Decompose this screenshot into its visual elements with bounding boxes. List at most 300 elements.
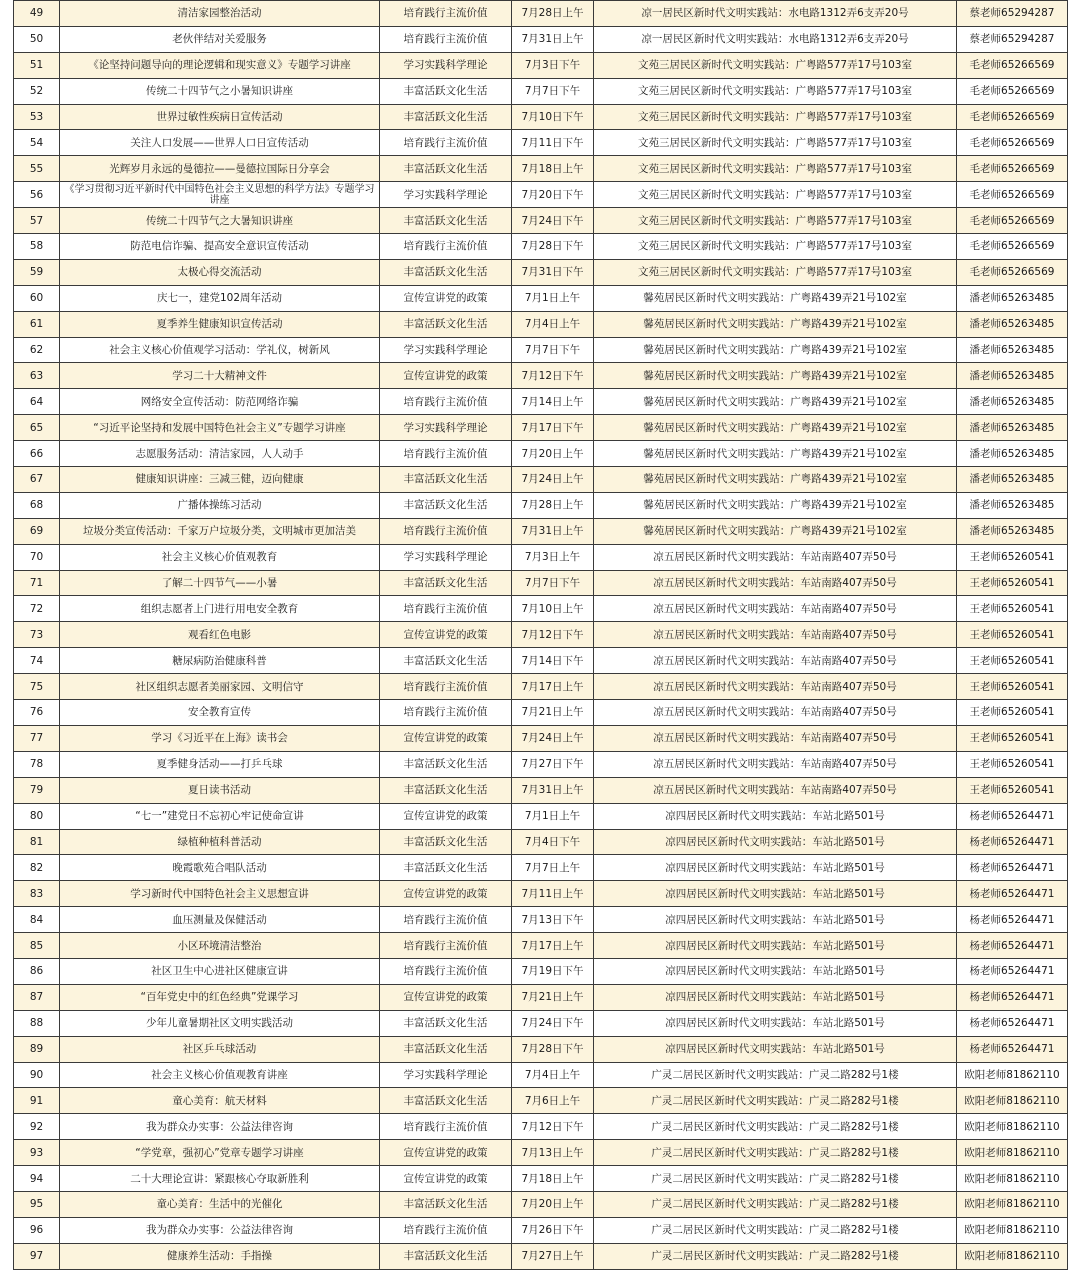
cell-row-number: 56 (14, 182, 60, 208)
cell-category: 培育践行主流价值 (380, 1217, 512, 1243)
table-row (14, 881, 1068, 907)
cell-category: 学习实践科学理论 (380, 544, 512, 570)
cell-category: 丰富活跃文化生活 (380, 208, 512, 234)
cell-row-number: 68 (14, 492, 60, 518)
cell-category: 丰富活跃文化生活 (380, 104, 512, 130)
cell-contact: 潘老师65263485 (957, 467, 1068, 493)
cell-location: 凉四居民区新时代文明实践站：车站北路501号 (594, 1010, 957, 1036)
cell-contact: 欧阳老师81862110 (957, 1191, 1068, 1217)
cell-activity-name: “学党章，强初心”党章专题学习讲座 (60, 1140, 380, 1166)
cell-activity-name: 广播体操练习活动 (60, 492, 380, 518)
cell-contact: 毛老师65266569 (957, 78, 1068, 104)
cell-contact: 杨老师65264471 (957, 958, 1068, 984)
table-row (14, 285, 1068, 311)
cell-time: 7月24日上午 (512, 725, 594, 751)
table-row (14, 441, 1068, 467)
cell-category: 丰富活跃文化生活 (380, 751, 512, 777)
cell-activity-name: 《学习贯彻习近平新时代中国特色社会主义思想的科学方法》专题学习讲座 (60, 182, 380, 208)
cell-row-number: 55 (14, 156, 60, 182)
cell-location: 凉四居民区新时代文明实践站：车站北路501号 (594, 881, 957, 907)
cell-time: 7月4日下午 (512, 829, 594, 855)
cell-location: 凉四居民区新时代文明实践站：车站北路501号 (594, 1036, 957, 1062)
cell-activity-name: 了解二十四节气——小暑 (60, 570, 380, 596)
cell-time: 7月18日上午 (512, 156, 594, 182)
cell-time: 7月3日下午 (512, 52, 594, 78)
table-row (14, 855, 1068, 881)
cell-activity-name: 血压测量及保健活动 (60, 907, 380, 933)
cell-location: 广灵二居民区新时代文明实践站：广灵二路282号1楼 (594, 1062, 957, 1088)
cell-time: 7月31日下午 (512, 259, 594, 285)
cell-location: 凉四居民区新时代文明实践站：车站北路501号 (594, 907, 957, 933)
cell-category: 宣传宣讲党的政策 (380, 725, 512, 751)
cell-row-number: 71 (14, 570, 60, 596)
table-row (14, 1088, 1068, 1114)
cell-time: 7月7日下午 (512, 570, 594, 596)
cell-contact: 杨老师65264471 (957, 803, 1068, 829)
cell-time: 7月31日上午 (512, 518, 594, 544)
cell-contact: 杨老师65264471 (957, 855, 1068, 881)
cell-category: 丰富活跃文化生活 (380, 467, 512, 493)
cell-time: 7月26日下午 (512, 1217, 594, 1243)
cell-category: 学习实践科学理论 (380, 182, 512, 208)
cell-location: 凉五居民区新时代文明实践站：车站南路407弄50号 (594, 725, 957, 751)
cell-category: 丰富活跃文化生活 (380, 648, 512, 674)
cell-row-number: 82 (14, 855, 60, 881)
cell-location: 凉四居民区新时代文明实践站：车站北路501号 (594, 958, 957, 984)
cell-contact: 毛老师65266569 (957, 182, 1068, 208)
cell-category: 培育践行主流价值 (380, 933, 512, 959)
cell-time: 7月20日上午 (512, 1191, 594, 1217)
cell-category: 培育践行主流价值 (380, 596, 512, 622)
cell-time: 7月27日下午 (512, 751, 594, 777)
cell-time: 7月4日上午 (512, 311, 594, 337)
cell-time: 7月7日上午 (512, 855, 594, 881)
cell-location: 馨苑居民区新时代文明实践站：广粤路439弄21号102室 (594, 492, 957, 518)
cell-contact: 杨老师65264471 (957, 907, 1068, 933)
cell-activity-name: 《论坚持问题导向的理论逻辑和现实意义》专题学习讲座 (60, 52, 380, 78)
table-row (14, 182, 1068, 208)
cell-location: 广灵二居民区新时代文明实践站：广灵二路282号1楼 (594, 1191, 957, 1217)
cell-time: 7月24日下午 (512, 1010, 594, 1036)
table-row (14, 1217, 1068, 1243)
table-row (14, 596, 1068, 622)
cell-time: 7月17日上午 (512, 674, 594, 700)
cell-row-number: 79 (14, 777, 60, 803)
cell-row-number: 64 (14, 389, 60, 415)
cell-row-number: 75 (14, 674, 60, 700)
cell-location: 凉五居民区新时代文明实践站：车站南路407弄50号 (594, 777, 957, 803)
cell-location: 文苑三居民区新时代文明实践站：广粤路577弄17号103室 (594, 182, 957, 208)
table-row (14, 1036, 1068, 1062)
cell-row-number: 66 (14, 441, 60, 467)
cell-activity-name: 社会主义核心价值观教育 (60, 544, 380, 570)
cell-contact: 王老师65260541 (957, 725, 1068, 751)
cell-activity-name: “习近平论坚持和发展中国特色社会主义”专题学习讲座 (60, 415, 380, 441)
cell-activity-name: 糖尿病防治健康科普 (60, 648, 380, 674)
cell-time: 7月18日上午 (512, 1166, 594, 1192)
cell-activity-name: 学习《习近平在上海》读书会 (60, 725, 380, 751)
cell-category: 丰富活跃文化生活 (380, 492, 512, 518)
cell-location: 凉四居民区新时代文明实践站：车站北路501号 (594, 829, 957, 855)
cell-activity-name: 夏季健身活动——打乒乓球 (60, 751, 380, 777)
cell-activity-name: 二十大理论宣讲：紧跟核心夺取新胜利 (60, 1166, 380, 1192)
cell-category: 培育践行主流价值 (380, 674, 512, 700)
cell-category: 宣传宣讲党的政策 (380, 363, 512, 389)
table-row (14, 1062, 1068, 1088)
cell-time: 7月1日上午 (512, 803, 594, 829)
cell-row-number: 51 (14, 52, 60, 78)
table-row (14, 958, 1068, 984)
cell-location: 广灵二居民区新时代文明实践站：广灵二路282号1楼 (594, 1140, 957, 1166)
cell-activity-name: 清洁家园整治活动 (60, 1, 380, 27)
cell-category: 学习实践科学理论 (380, 415, 512, 441)
cell-category: 丰富活跃文化生活 (380, 777, 512, 803)
cell-contact: 毛老师65266569 (957, 208, 1068, 234)
cell-activity-name: 观看红色电影 (60, 622, 380, 648)
cell-row-number: 72 (14, 596, 60, 622)
cell-location: 馨苑居民区新时代文明实践站：广粤路439弄21号102室 (594, 311, 957, 337)
cell-activity-name: 学习新时代中国特色社会主义思想宣讲 (60, 881, 380, 907)
cell-location: 馨苑居民区新时代文明实践站：广粤路439弄21号102室 (594, 415, 957, 441)
cell-row-number: 78 (14, 751, 60, 777)
table-row (14, 1010, 1068, 1036)
cell-category: 丰富活跃文化生活 (380, 259, 512, 285)
cell-activity-name: 晚霞歌苑合唱队活动 (60, 855, 380, 881)
cell-category: 培育践行主流价值 (380, 441, 512, 467)
cell-row-number: 63 (14, 363, 60, 389)
cell-row-number: 83 (14, 881, 60, 907)
cell-time: 7月28日上午 (512, 1, 594, 27)
cell-category: 丰富活跃文化生活 (380, 829, 512, 855)
cell-contact: 毛老师65266569 (957, 52, 1068, 78)
cell-category: 培育践行主流价值 (380, 518, 512, 544)
cell-location: 凉五居民区新时代文明实践站：车站南路407弄50号 (594, 596, 957, 622)
cell-row-number: 74 (14, 648, 60, 674)
table-row (14, 1140, 1068, 1166)
cell-category: 丰富活跃文化生活 (380, 1088, 512, 1114)
cell-location: 凉四居民区新时代文明实践站：车站北路501号 (594, 803, 957, 829)
cell-time: 7月14日下午 (512, 648, 594, 674)
cell-activity-name: 世界过敏性疾病日宣传活动 (60, 104, 380, 130)
cell-time: 7月20日下午 (512, 182, 594, 208)
cell-location: 凉五居民区新时代文明实践站：车站南路407弄50号 (594, 674, 957, 700)
table-row (14, 337, 1068, 363)
table-row (14, 311, 1068, 337)
cell-row-number: 93 (14, 1140, 60, 1166)
table-row (14, 363, 1068, 389)
cell-contact: 毛老师65266569 (957, 259, 1068, 285)
cell-time: 7月21日上午 (512, 984, 594, 1010)
table-row (14, 984, 1068, 1010)
table-row (14, 52, 1068, 78)
table-body (14, 1, 1068, 1270)
cell-time: 7月7日下午 (512, 78, 594, 104)
cell-location: 馨苑居民区新时代文明实践站：广粤路439弄21号102室 (594, 518, 957, 544)
cell-category: 丰富活跃文化生活 (380, 311, 512, 337)
cell-activity-name: 组织志愿者上门进行用电安全教育 (60, 596, 380, 622)
cell-row-number: 96 (14, 1217, 60, 1243)
cell-activity-name: 传统二十四节气之小暑知识讲座 (60, 78, 380, 104)
cell-time: 7月20日上午 (512, 441, 594, 467)
cell-row-number: 60 (14, 285, 60, 311)
cell-contact: 毛老师65266569 (957, 130, 1068, 156)
cell-row-number: 92 (14, 1114, 60, 1140)
cell-category: 学习实践科学理论 (380, 337, 512, 363)
cell-location: 馨苑居民区新时代文明实践站：广粤路439弄21号102室 (594, 363, 957, 389)
cell-category: 学习实践科学理论 (380, 1062, 512, 1088)
cell-contact: 欧阳老师81862110 (957, 1062, 1068, 1088)
cell-row-number: 61 (14, 311, 60, 337)
cell-contact: 潘老师65263485 (957, 518, 1068, 544)
cell-contact: 王老师65260541 (957, 622, 1068, 648)
cell-activity-name: 社区卫生中心进社区健康宣讲 (60, 958, 380, 984)
cell-category: 培育践行主流价值 (380, 389, 512, 415)
cell-contact: 王老师65260541 (957, 596, 1068, 622)
cell-activity-name: 光辉岁月永远的曼德拉——曼德拉国际日分享会 (60, 156, 380, 182)
cell-row-number: 85 (14, 933, 60, 959)
table-row (14, 467, 1068, 493)
table-row (14, 803, 1068, 829)
cell-time: 7月6日上午 (512, 1088, 594, 1114)
cell-location: 广灵二居民区新时代文明实践站：广灵二路282号1楼 (594, 1166, 957, 1192)
cell-row-number: 67 (14, 467, 60, 493)
cell-row-number: 97 (14, 1243, 60, 1269)
cell-time: 7月24日下午 (512, 208, 594, 234)
cell-location: 广灵二居民区新时代文明实践站：广灵二路282号1楼 (594, 1114, 957, 1140)
cell-category: 宣传宣讲党的政策 (380, 1140, 512, 1166)
table-row (14, 700, 1068, 726)
cell-activity-name: 防范电信诈骗、提高安全意识宣传活动 (60, 234, 380, 260)
table-row (14, 725, 1068, 751)
cell-location: 馨苑居民区新时代文明实践站：广粤路439弄21号102室 (594, 467, 957, 493)
cell-contact: 杨老师65264471 (957, 1010, 1068, 1036)
cell-activity-name: 童心美育：生活中的光催化 (60, 1191, 380, 1217)
cell-category: 丰富活跃文化生活 (380, 156, 512, 182)
cell-contact: 杨老师65264471 (957, 829, 1068, 855)
cell-time: 7月19日下午 (512, 958, 594, 984)
table-row (14, 933, 1068, 959)
cell-contact: 王老师65260541 (957, 648, 1068, 674)
table-row (14, 829, 1068, 855)
cell-location: 馨苑居民区新时代文明实践站：广粤路439弄21号102室 (594, 337, 957, 363)
cell-activity-name: 关注人口发展——世界人口日宣传活动 (60, 130, 380, 156)
cell-row-number: 91 (14, 1088, 60, 1114)
table-row (14, 1243, 1068, 1269)
cell-row-number: 59 (14, 259, 60, 285)
table-row (14, 104, 1068, 130)
cell-contact: 欧阳老师81862110 (957, 1166, 1068, 1192)
cell-activity-name: “七一”建党日不忘初心牢记使命宣讲 (60, 803, 380, 829)
cell-activity-name: 社会主义核心价值观教育讲座 (60, 1062, 380, 1088)
cell-location: 凉五居民区新时代文明实践站：车站南路407弄50号 (594, 648, 957, 674)
cell-time: 7月31日上午 (512, 26, 594, 52)
cell-activity-name: 健康知识讲座：三减三健，迈向健康 (60, 467, 380, 493)
cell-contact: 欧阳老师81862110 (957, 1243, 1068, 1269)
table-row (14, 777, 1068, 803)
cell-contact: 欧阳老师81862110 (957, 1114, 1068, 1140)
table-row (14, 259, 1068, 285)
cell-activity-name: 传统二十四节气之大暑知识讲座 (60, 208, 380, 234)
table-row (14, 1191, 1068, 1217)
cell-row-number: 49 (14, 1, 60, 27)
cell-category: 学习实践科学理论 (380, 52, 512, 78)
cell-row-number: 88 (14, 1010, 60, 1036)
cell-contact: 毛老师65266569 (957, 156, 1068, 182)
cell-location: 广灵二居民区新时代文明实践站：广灵二路282号1楼 (594, 1088, 957, 1114)
cell-category: 培育践行主流价值 (380, 1114, 512, 1140)
cell-row-number: 80 (14, 803, 60, 829)
table-row (14, 415, 1068, 441)
cell-contact: 杨老师65264471 (957, 933, 1068, 959)
cell-category: 宣传宣讲党的政策 (380, 803, 512, 829)
cell-row-number: 50 (14, 26, 60, 52)
cell-activity-name: 网络安全宣传活动：防范网络诈骗 (60, 389, 380, 415)
cell-row-number: 86 (14, 958, 60, 984)
cell-activity-name: 夏季养生健康知识宣传活动 (60, 311, 380, 337)
table-row (14, 156, 1068, 182)
cell-time: 7月7日下午 (512, 337, 594, 363)
cell-row-number: 90 (14, 1062, 60, 1088)
cell-activity-name: 绿植种植科普活动 (60, 829, 380, 855)
cell-location: 文苑三居民区新时代文明实践站：广粤路577弄17号103室 (594, 208, 957, 234)
table-row (14, 1, 1068, 27)
cell-contact: 王老师65260541 (957, 777, 1068, 803)
cell-row-number: 62 (14, 337, 60, 363)
cell-category: 培育践行主流价值 (380, 130, 512, 156)
cell-row-number: 53 (14, 104, 60, 130)
cell-category: 培育践行主流价值 (380, 700, 512, 726)
cell-row-number: 69 (14, 518, 60, 544)
cell-category: 丰富活跃文化生活 (380, 1010, 512, 1036)
cell-category: 宣传宣讲党的政策 (380, 881, 512, 907)
cell-time: 7月3日上午 (512, 544, 594, 570)
cell-row-number: 77 (14, 725, 60, 751)
cell-row-number: 57 (14, 208, 60, 234)
cell-time: 7月11日上午 (512, 881, 594, 907)
cell-activity-name: 社区组织志愿者美丽家园、文明信守 (60, 674, 380, 700)
cell-activity-name: “百年党史中的红色经典”党课学习 (60, 984, 380, 1010)
cell-row-number: 84 (14, 907, 60, 933)
cell-contact: 潘老师65263485 (957, 441, 1068, 467)
cell-location: 文苑三居民区新时代文明实践站：广粤路577弄17号103室 (594, 78, 957, 104)
cell-time: 7月17日上午 (512, 933, 594, 959)
cell-activity-name: 老伙伴结对关爱服务 (60, 26, 380, 52)
cell-row-number: 73 (14, 622, 60, 648)
cell-location: 广灵二居民区新时代文明实践站：广灵二路282号1楼 (594, 1243, 957, 1269)
cell-location: 文苑三居民区新时代文明实践站：广粤路577弄17号103室 (594, 259, 957, 285)
cell-contact: 潘老师65263485 (957, 415, 1068, 441)
cell-time: 7月31日上午 (512, 777, 594, 803)
table-row (14, 648, 1068, 674)
cell-time: 7月27日上午 (512, 1243, 594, 1269)
cell-location: 凉五居民区新时代文明实践站：车站南路407弄50号 (594, 700, 957, 726)
cell-activity-name: 垃圾分类宣传活动：千家万户垃圾分类，文明城市更加洁美 (60, 518, 380, 544)
table-row (14, 208, 1068, 234)
cell-category: 培育践行主流价值 (380, 958, 512, 984)
cell-location: 凉一居民区新时代文明实践站：水电路1312弄6支弄20号 (594, 26, 957, 52)
cell-contact: 潘老师65263485 (957, 311, 1068, 337)
cell-category: 丰富活跃文化生活 (380, 855, 512, 881)
cell-time: 7月17日下午 (512, 415, 594, 441)
cell-row-number: 81 (14, 829, 60, 855)
cell-time: 7月12日下午 (512, 622, 594, 648)
cell-contact: 毛老师65266569 (957, 234, 1068, 260)
cell-category: 培育践行主流价值 (380, 26, 512, 52)
cell-contact: 欧阳老师81862110 (957, 1217, 1068, 1243)
cell-row-number: 54 (14, 130, 60, 156)
cell-contact: 王老师65260541 (957, 674, 1068, 700)
table-row (14, 622, 1068, 648)
cell-category: 宣传宣讲党的政策 (380, 622, 512, 648)
cell-row-number: 52 (14, 78, 60, 104)
cell-category: 丰富活跃文化生活 (380, 78, 512, 104)
cell-contact: 王老师65260541 (957, 700, 1068, 726)
cell-activity-name: 志愿服务活动：清洁家园，人人动手 (60, 441, 380, 467)
cell-activity-name: 我为群众办实事：公益法律咨询 (60, 1217, 380, 1243)
cell-activity-name: 社会主义核心价值观学习活动：学礼仪，树新风 (60, 337, 380, 363)
cell-time: 7月10日上午 (512, 596, 594, 622)
cell-row-number: 76 (14, 700, 60, 726)
cell-contact: 王老师65260541 (957, 751, 1068, 777)
cell-row-number: 95 (14, 1191, 60, 1217)
cell-row-number: 94 (14, 1166, 60, 1192)
cell-activity-name: 健康养生活动：手指操 (60, 1243, 380, 1269)
table-row (14, 518, 1068, 544)
cell-time: 7月4日上午 (512, 1062, 594, 1088)
cell-time: 7月28日上午 (512, 492, 594, 518)
activity-schedule-table (13, 0, 1068, 1270)
cell-category: 宣传宣讲党的政策 (380, 285, 512, 311)
cell-location: 馨苑居民区新时代文明实践站：广粤路439弄21号102室 (594, 285, 957, 311)
cell-contact: 潘老师65263485 (957, 285, 1068, 311)
cell-time: 7月21日上午 (512, 700, 594, 726)
cell-contact: 潘老师65263485 (957, 492, 1068, 518)
cell-activity-name: 我为群众办实事：公益法律咨询 (60, 1114, 380, 1140)
cell-contact: 杨老师65264471 (957, 1036, 1068, 1062)
table-row (14, 130, 1068, 156)
table-row (14, 544, 1068, 570)
cell-contact: 王老师65260541 (957, 544, 1068, 570)
cell-time: 7月12日下午 (512, 363, 594, 389)
cell-location: 广灵二居民区新时代文明实践站：广灵二路282号1楼 (594, 1217, 957, 1243)
cell-location: 凉五居民区新时代文明实践站：车站南路407弄50号 (594, 622, 957, 648)
cell-time: 7月24日上午 (512, 467, 594, 493)
cell-time: 7月14日上午 (512, 389, 594, 415)
cell-location: 凉四居民区新时代文明实践站：车站北路501号 (594, 933, 957, 959)
cell-contact: 潘老师65263485 (957, 337, 1068, 363)
cell-location: 凉五居民区新时代文明实践站：车站南路407弄50号 (594, 751, 957, 777)
cell-row-number: 65 (14, 415, 60, 441)
cell-contact: 蔡老师65294287 (957, 26, 1068, 52)
cell-location: 凉四居民区新时代文明实践站：车站北路501号 (594, 984, 957, 1010)
cell-activity-name: 太极心得交流活动 (60, 259, 380, 285)
table-row (14, 570, 1068, 596)
cell-category: 培育践行主流价值 (380, 1, 512, 27)
cell-category: 丰富活跃文化生活 (380, 570, 512, 596)
cell-category: 培育践行主流价值 (380, 907, 512, 933)
table-row (14, 751, 1068, 777)
table-row (14, 1114, 1068, 1140)
cell-row-number: 58 (14, 234, 60, 260)
cell-location: 馨苑居民区新时代文明实践站：广粤路439弄21号102室 (594, 441, 957, 467)
table-row (14, 674, 1068, 700)
cell-row-number: 87 (14, 984, 60, 1010)
cell-activity-name: 夏日读书活动 (60, 777, 380, 803)
cell-activity-name: 学习二十大精神文件 (60, 363, 380, 389)
cell-contact: 欧阳老师81862110 (957, 1140, 1068, 1166)
cell-time: 7月13日下午 (512, 907, 594, 933)
cell-category: 丰富活跃文化生活 (380, 1036, 512, 1062)
